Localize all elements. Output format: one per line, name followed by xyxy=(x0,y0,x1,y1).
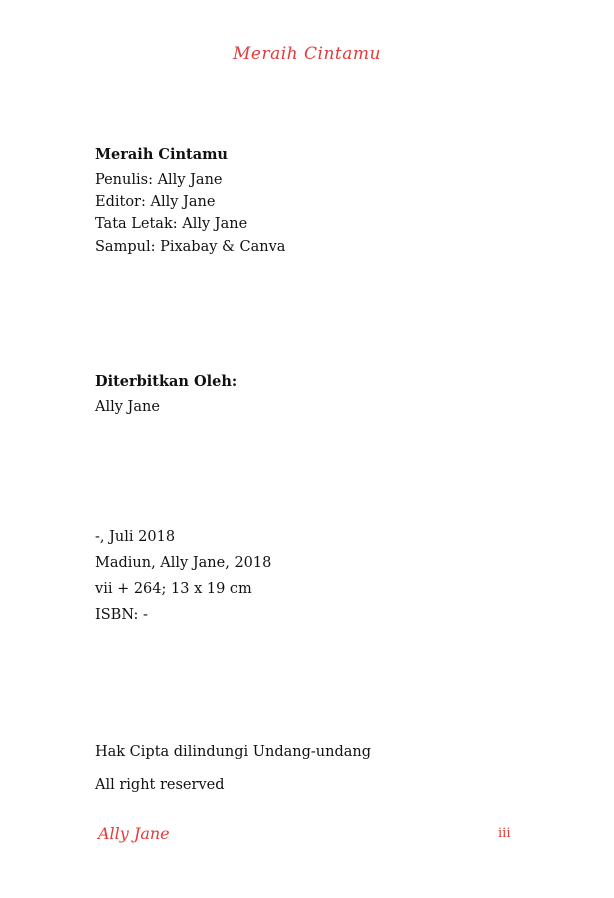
author-line: Penulis: Ally Jane xyxy=(95,172,223,188)
layout-line: Tata Letak: Ally Jane xyxy=(95,216,248,232)
imprint-line: Madiun, Ally Jane, 2018 xyxy=(95,555,272,571)
rights-reserved: All right reserved xyxy=(95,777,225,793)
publisher-heading: Diterbitkan Oleh: xyxy=(95,373,238,390)
book-title: Meraih Cintamu xyxy=(95,146,228,163)
edition-line: -, Juli 2018 xyxy=(95,529,176,545)
footer-author: Ally Jane xyxy=(98,824,170,843)
editor-line: Editor: Ally Jane xyxy=(95,194,216,210)
copyright-notice: Hak Cipta dilindungi Undang-undang xyxy=(95,744,372,760)
page-number: iii xyxy=(498,826,511,841)
pages-size-line: vii + 264; 13 x 19 cm xyxy=(95,581,252,597)
publisher-name: Ally Jane xyxy=(95,399,160,415)
isbn-line: ISBN: - xyxy=(95,607,148,623)
cover-line: Sampul: Pixabay & Canva xyxy=(95,239,286,255)
running-header-title: Meraih Cintamu xyxy=(233,44,381,64)
